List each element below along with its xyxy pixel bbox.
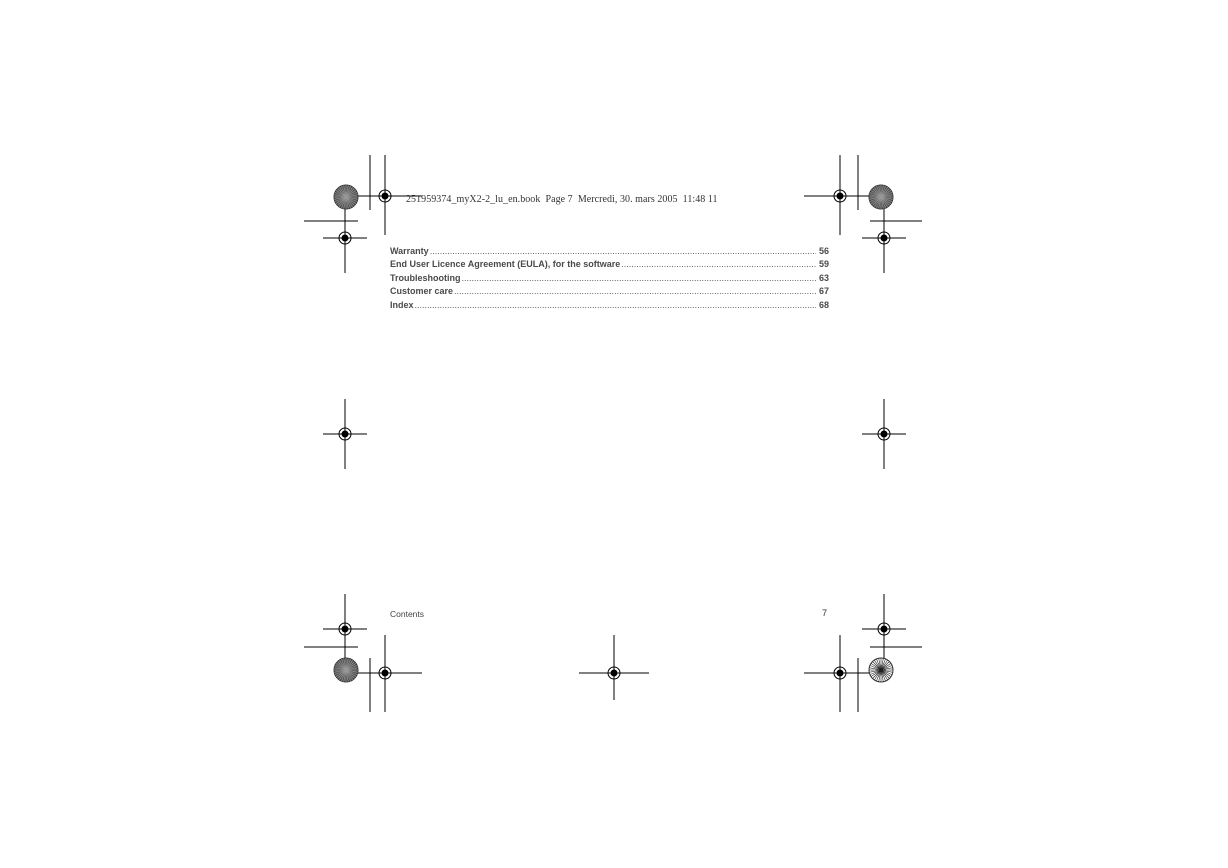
toc-entry-page: 67 bbox=[818, 286, 829, 297]
toc-entry-customer-care[interactable] bbox=[390, 286, 829, 299]
toc-entry-label: Customer care bbox=[390, 286, 454, 297]
toc-entry-page: 63 bbox=[818, 272, 829, 283]
toc-entry-label: End User Licence Agreement (EULA), for the software bbox=[390, 259, 621, 270]
toc-dot-leader bbox=[430, 246, 816, 256]
footer-section-title: Contents bbox=[390, 609, 425, 619]
color-starburst-icon bbox=[334, 658, 358, 682]
toc-entry-page: 59 bbox=[818, 259, 829, 270]
table-of-contents bbox=[390, 246, 829, 313]
toc-entry-index[interactable] bbox=[390, 300, 829, 313]
footer-page-number: 7 bbox=[822, 608, 828, 618]
book-file-header: 251959374_myX2-2_lu_en.book Page 7 Mercredi, 30. mars 2005 11:48 11 bbox=[406, 194, 718, 205]
toc-dot-leader bbox=[454, 286, 816, 296]
toc-dot-leader bbox=[621, 259, 816, 269]
color-starburst-icon bbox=[869, 185, 893, 209]
toc-entry-label: Troubleshooting bbox=[390, 272, 461, 283]
toc-entry-eula[interactable] bbox=[390, 259, 829, 272]
toc-entry-page: 56 bbox=[818, 246, 829, 256]
toc-dot-leader bbox=[462, 273, 816, 283]
color-starburst-icon bbox=[334, 185, 358, 209]
toc-entry-label: Index bbox=[390, 299, 414, 310]
toc-entry-troubleshooting[interactable] bbox=[390, 273, 829, 286]
color-starburst-icon bbox=[869, 658, 893, 682]
toc-entry-warranty[interactable] bbox=[390, 246, 829, 259]
toc-dot-leader bbox=[415, 300, 816, 310]
toc-entry-page: 68 bbox=[818, 299, 829, 310]
toc-entry-label: Warranty bbox=[390, 246, 429, 256]
